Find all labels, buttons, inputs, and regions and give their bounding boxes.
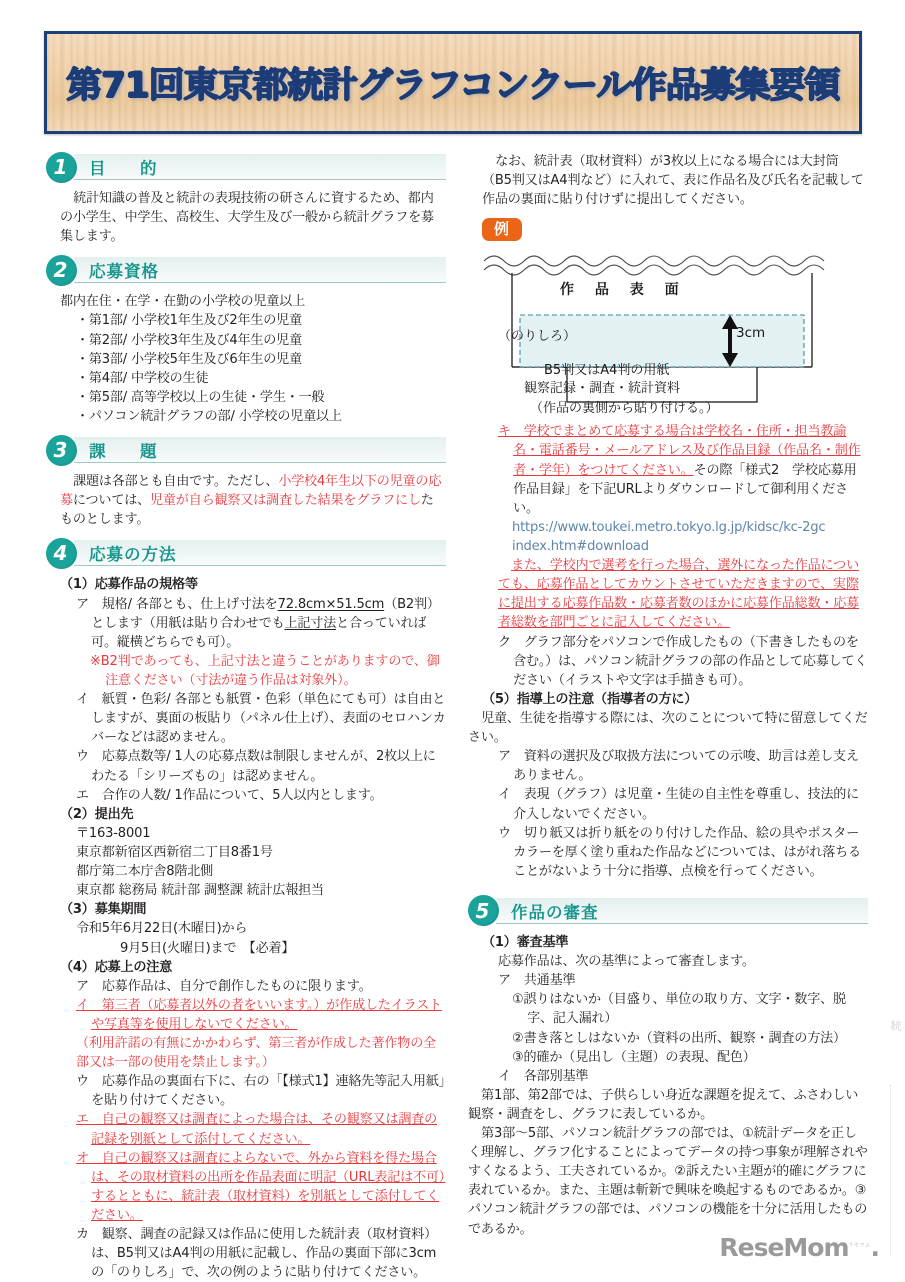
- example-badge: 例: [482, 218, 522, 241]
- left-column: [46, 152, 446, 1282]
- theme-text-plain-1: 課題は各部とも自由です。ただし、: [73, 474, 279, 490]
- subsection-label-4-3: （3）募集期間: [60, 902, 147, 918]
- section-number-badge: 3: [46, 435, 77, 466]
- eligibility-item: ・第2部/ 小学校3年生及び4年生の児童: [76, 332, 302, 348]
- example-badge-wrap: [482, 218, 868, 241]
- resemom-logo: ReseMom$^{リセマム}$.: [719, 1233, 879, 1262]
- theme-text-plain-2: については、: [72, 493, 151, 509]
- section-number-badge: 1: [46, 152, 77, 183]
- section-title: 応募の方法: [89, 545, 177, 565]
- section-number-badge: 5: [468, 895, 499, 926]
- spec-item-a: [76, 595, 446, 652]
- address-line: 東京都新宿区西新宿二丁目8番1号: [76, 844, 273, 860]
- subsection-label-4-1: （1）応募作品の規格等: [60, 577, 198, 593]
- diagram-paper-line1: B5判又はA4判の用紙: [544, 363, 670, 379]
- section-heading-2: [46, 255, 446, 285]
- download-url-line2[interactable]: index.htm#download: [512, 538, 649, 554]
- guidance-lead: 児童、生徒を指導する際には、次のことについて特に留意してください。: [468, 710, 868, 746]
- eligibility-item: ・第4部/ 中学校の生徒: [76, 370, 209, 386]
- subsection-label-4-4: （4）応募上の注意: [60, 959, 173, 975]
- section-heading-4: [46, 538, 446, 568]
- caution-note-nao: なお、統計表（取材資料）が3枚以上になる場合には大封筒（B5判又はA4判など）に入れて、表に作品名及び氏名を記載して作品の裏面に貼り付けずに提出してください。: [482, 154, 864, 208]
- spec-a-dimension-ref: 上記寸法: [284, 615, 337, 631]
- caution-item-i: イ 第三者（応募者以外の者をいいます。）が作成したイラストや写真等を使用しないでください。: [76, 997, 442, 1032]
- spec-a-text-3: と合っていれば可。縦横どちらでも可）。: [91, 615, 427, 650]
- resemom-kana: リセマム: [848, 1242, 871, 1249]
- subsection-label-4-2: （2）提出先: [60, 806, 134, 822]
- guidance-item-i: イ 表現（グラフ）は児童・生徒の自主性を尊重し、技法的に介入しないでください。: [498, 787, 860, 822]
- theme-text-plain-3: たものとします。: [60, 493, 434, 528]
- caution-item-u: ウ 応募作品の裏面右下に、右の「【様式1】連絡先等記入用紙」を貼り付けてください。: [76, 1074, 445, 1109]
- eligibility-lead: 都内在住・在学・在勤の小学校の児童以上: [60, 294, 305, 310]
- address-building: 都庁第二本庁舎8階北側: [76, 864, 214, 880]
- torn-edge-lower: [484, 265, 824, 275]
- section-title: 目 的: [89, 159, 166, 178]
- judging-bydivision-label: イ 各部別基準: [498, 1068, 589, 1084]
- eligibility-item: ・第1部/ 小学校1年生及び2年生の児童: [76, 313, 302, 329]
- paste-example-diagram: [482, 249, 842, 417]
- section-number-badge: 4: [46, 538, 77, 569]
- caution-ki-plain: その際「様式2 学校応募用作品目録」を下記URLよりダウンロードして御利用ください。: [513, 462, 857, 516]
- caution-item-ki: [498, 422, 868, 518]
- section-title: 応募資格: [89, 262, 159, 282]
- title-banner: [44, 31, 862, 134]
- address-postal-code: 〒163-8001: [76, 825, 151, 841]
- judging-common-item: ②書き落としはないか（資料の出所、観察・調査の方法）: [512, 1030, 846, 1046]
- section-title: 作品の審査: [511, 902, 599, 922]
- judging-common-item: ③的確か（見出し（主題）の表現、配色）: [512, 1049, 756, 1065]
- eligibility-item: ・第3部/ 小学校5年生及び6年生の児童: [76, 351, 302, 367]
- spec-a-text-2: （B2判）とします（用紙は貼り合わせでも: [91, 596, 440, 631]
- spec-item-i: イ 紙質・色彩/ 各部とも紙質・色彩（単色にても可）は自由としますが、裏面の板貼り（パネル仕上げ）、表面のセロハンカバーなどは認めません。: [76, 692, 446, 746]
- diagram-flap-label: （のりしろ）: [498, 329, 577, 345]
- download-url-line1[interactable]: https://www.toukei.metro.tokyo.lg.jp/kidsc/kc-2gc: [512, 519, 826, 535]
- theme-text-red-2: 児童が自ら観察又は調査した結果をグラフにし: [150, 493, 421, 509]
- judging-common-label: ア 共通基準: [498, 973, 576, 989]
- subsection-label-5-1: （1）審査基準: [482, 934, 569, 950]
- period-start: 令和5年6月22日(木曜日)から: [76, 921, 248, 937]
- right-column: [468, 152, 868, 1239]
- subsection-label-4-5: （5）指導上の注意（指導者の方に）: [482, 691, 698, 707]
- caution-item-i-note: （利用許諾の有無にかかわらず、第三者が作成した著作物の全部又は一部の使用を禁止します。）: [76, 1036, 436, 1071]
- section-heading-3: [46, 435, 446, 465]
- address-department: 東京都 総務局 統計部 調整課 統計広報担当: [76, 883, 324, 899]
- caution-item-ku: ク グラフ部分をパソコンで作成したもの（下書きしたものを含む。）は、パソコン統計グラフの部の作品として応募してください（イラストや文字は手描きも可）。: [498, 634, 868, 688]
- spec-a-dimension: 72.8cm×51.5cm: [277, 596, 385, 612]
- guidance-item-u: ウ 切り紙又は折り紙をのり付けした作品、絵の具やポスターカラーを厚く塗り重ねた作品などについては、はがれ落ちることがないよう十分に指導、点検を行ってください。: [498, 825, 861, 879]
- eligibility-item: ・第5部/ 高等学校以上の生徒・学生・一般: [76, 389, 325, 405]
- diagram-measure-label: 3cm: [736, 325, 766, 342]
- eligibility-item: ・パソコン統計グラフの部/ 小学校の児童以上: [76, 408, 342, 424]
- theme-text-red-1: 小学校4年生以下の児童の応募: [60, 474, 442, 509]
- diagram-surface-label: 作 品 表 面: [560, 282, 687, 299]
- section-3-body: [60, 472, 446, 529]
- section-1-body: 統計知識の普及と統計の表現技術の研さんに資するため、都内の小学生、中学生、高校生、大学生及び一般から統計グラフを募集します。: [60, 191, 434, 245]
- spec-a-text-1: ア 規格/ 各部とも、仕上げ寸法を: [76, 596, 278, 612]
- page-title: 第71回東京都統計グラフコンクール作品募集要領: [66, 65, 840, 106]
- judging-common-item: ①誤りはないか（目盛り、単位の取り方、文字・数字、脱字、記入漏れ）: [512, 992, 846, 1027]
- resemom-wordmark: ReseMom: [719, 1233, 849, 1262]
- judging-lead: 応募作品は、次の基準によって審査します。: [498, 954, 755, 970]
- section-title: 課 題: [89, 442, 166, 462]
- section-heading-5: [468, 896, 868, 926]
- spec-item-e: エ 合作の人数/ 1作品について、5人以内とします。: [76, 787, 383, 803]
- page-edge-dotted-line: [890, 1085, 892, 1255]
- spec-a-note: ※B2判であっても、上記寸法と違うことがありますので、御注意ください（寸法が違う作品は対象外）。: [90, 653, 440, 688]
- diagram-caption: （作品の裏側から貼り付ける。）: [530, 401, 719, 417]
- period-end: 9月5日(火曜日)まで 【必着】: [120, 940, 295, 956]
- caution-ki-red: キ 学校でまとめて応募する場合は学校名・住所・担当教諭名・電話番号・メールアドレス及び作品目録（作品名・制作者・学年）をつけてください。: [498, 424, 861, 478]
- judging-division-1-2: 第1部、第2部では、子供らしい身近な課題を捉えて、ふさわしい観察・調査をし、グラフに表しているか。: [468, 1087, 859, 1122]
- judging-division-3-5: 第3部〜5部、パソコン統計グラフの部では、①統計データを正しく理解し、グラフ化することによってデータの持つ事象が理解されやすくなるよう、工夫されているか。②訴えたい主題が的確にグラフに表れているか。また、主題は斬新で興味を喚起するものであるか。③パソコン統計グラフの部では、パソコンの機能を十分に活用したものであるか。: [468, 1126, 868, 1237]
- spec-item-u: ウ 応募点数等/ 1人の応募点数は制限しませんが、2枚以上にわたる「シリーズもの」は認めません。: [76, 749, 436, 784]
- guidance-item-a: ア 資料の選択及び取扱方法についての示唆、助言は差し支えありません。: [498, 749, 859, 784]
- section-number-badge: 2: [46, 255, 77, 286]
- diagram-paper-line2: 観察記録・調査・統計資料: [524, 381, 681, 397]
- caution-item-a: ア 応募作品は、自分で創作したものに限ります。: [76, 978, 372, 994]
- caution-item-o: オ 自己の観察又は調査によらないで、外から資料を得た場合は、その取材資料の出所を作品表面に明記（URL表記は不可）するとともに、統計表（取材資料）を別紙として添付してください。: [76, 1150, 446, 1224]
- page-edge-vertical-text: 統: [889, 1020, 902, 1033]
- caution-ki-additional: また、学校内で選考を行った場合、選外になった作品についても、応募作品としてカウントさせていただきますので、実際に提出する応募作品数・応募者数のほかに応募作品総数・応募者総数を部門ごとに記入してください。: [498, 558, 860, 631]
- caution-item-e: エ 自己の観察又は調査によった場合は、その観察又は調査の記録を別紙として添付してください。: [76, 1112, 438, 1147]
- section-heading-1: [46, 152, 446, 182]
- caution-item-ka: カ 観察、調査の記録又は作品に使用した統計表（取材資料）は、B5判又はA4判の用紙に記載し、作品の裏面下部に3cmの「のりしろ」で、次の例のように貼り付けてください。: [76, 1227, 438, 1281]
